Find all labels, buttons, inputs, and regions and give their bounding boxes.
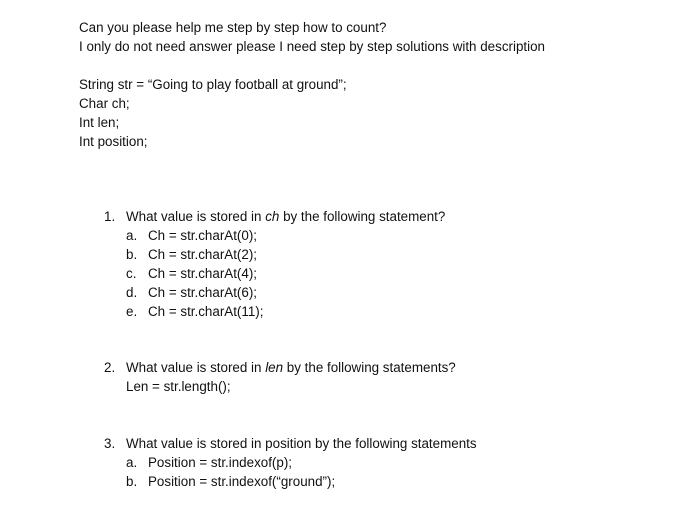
question-1-item-b-label: b. bbox=[126, 247, 138, 262]
question-1-number: 1. bbox=[104, 209, 116, 224]
question-3-item-b-label: b. bbox=[126, 474, 138, 489]
intro-request: I only do not need answer please I need step by step solutions with description bbox=[79, 39, 545, 54]
code-line-int-len: Int len; bbox=[79, 115, 120, 130]
question-1-item-a: Ch = str.charAt(0); bbox=[148, 228, 258, 243]
code-line-char: Char ch; bbox=[79, 96, 130, 111]
question-3-item-b: Position = str.indexof(“ground”); bbox=[148, 474, 336, 489]
question-3-number: 3. bbox=[104, 436, 116, 451]
question-2-statement: Len = str.length(); bbox=[126, 379, 231, 394]
question-3-item-a: Position = str.indexof(p); bbox=[148, 455, 293, 470]
question-1-item-e-label: e. bbox=[126, 304, 138, 319]
question-1-item-b: Ch = str.charAt(2); bbox=[148, 247, 258, 262]
code-line-string: String str = “Going to play football at ground”; bbox=[79, 77, 347, 92]
question-1-emphasis: ch bbox=[265, 209, 280, 224]
question-2-emphasis: len bbox=[265, 360, 284, 375]
question-1-item-c-label: c. bbox=[126, 266, 137, 281]
question-3-item-a-label: a. bbox=[126, 455, 138, 470]
question-1-item-c: Ch = str.charAt(4); bbox=[148, 266, 258, 281]
question-1-item-e: Ch = str.charAt(11); bbox=[148, 304, 264, 319]
question-1-text: What value is stored in ch by the following statement? bbox=[126, 209, 446, 224]
question-1-item-d-label: d. bbox=[126, 285, 138, 300]
question-3-text: What value is stored in position by the following statements bbox=[126, 436, 477, 451]
question-1-item-a-label: a. bbox=[126, 228, 138, 243]
question-1-item-d: Ch = str.charAt(6); bbox=[148, 285, 258, 300]
question-2-number: 2. bbox=[104, 360, 116, 375]
question-2-text: What value is stored in len by the following statements? bbox=[126, 360, 456, 375]
intro-question: Can you please help me step by step how to count? bbox=[79, 20, 387, 35]
code-line-int-position: Int position; bbox=[79, 134, 148, 149]
